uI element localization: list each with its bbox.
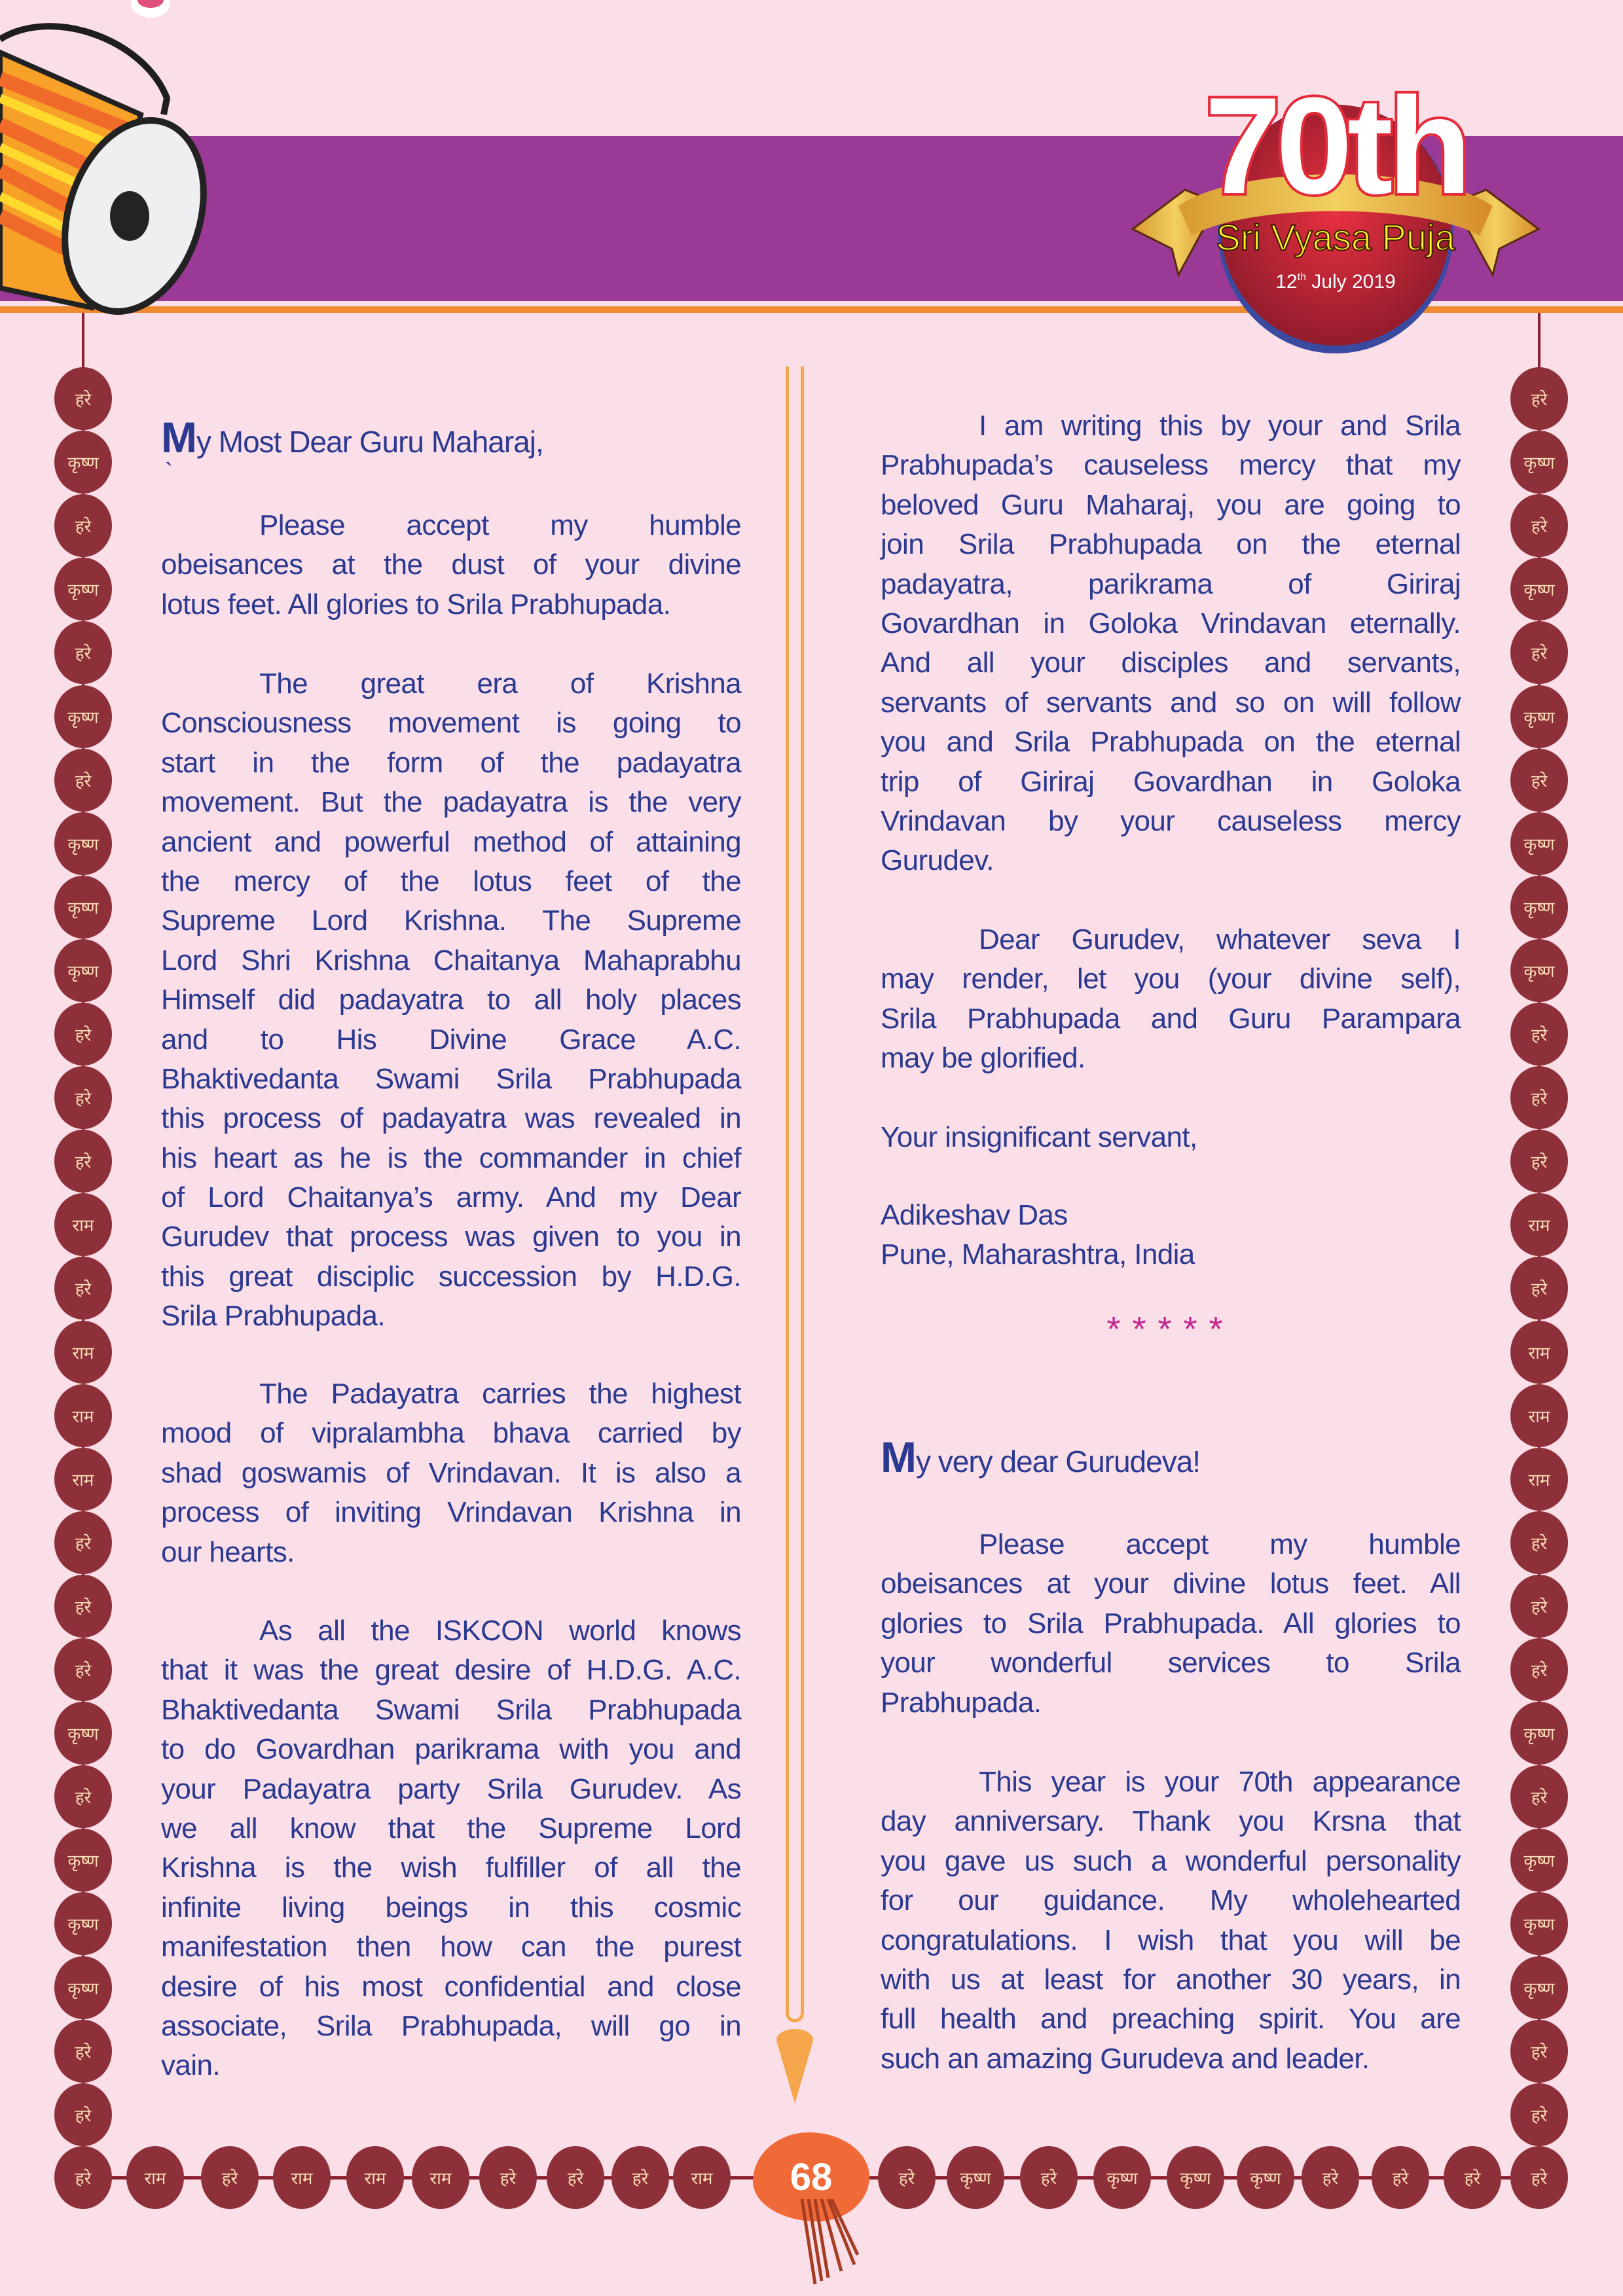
text-line: The Padayatra carries the highest xyxy=(259,1378,741,1410)
mala-bead-right: हरे xyxy=(1510,1130,1568,1193)
mala-bead-right: हरे xyxy=(1510,494,1568,557)
mala-bead-bottom: हरे xyxy=(878,2146,936,2209)
text-line: servants of servants and so on will follow xyxy=(881,686,1461,719)
mala-bead-right: कृष्ण xyxy=(1510,939,1568,1002)
mala-bead-left: हरे xyxy=(54,1638,112,1701)
mala-bead-right: कृष्ण xyxy=(1510,1892,1568,1955)
text-line: Please accept my humble xyxy=(259,509,741,541)
left-column xyxy=(161,0,741,2160)
text-line: congratulations. I wish that you will be xyxy=(881,1924,1461,1956)
mala-bead-right: हरे xyxy=(1510,749,1568,812)
text-line: the mercy of the lotus feet of the xyxy=(161,865,741,897)
text-line: And all your disciples and servants, xyxy=(881,647,1461,679)
mala-bead-left: कृष्ण xyxy=(54,876,112,939)
mala-bead-left: हरे xyxy=(54,1130,112,1193)
mala-bead-right: कृष्ण xyxy=(1510,1829,1568,1892)
badge-date: 12th July 2019 xyxy=(1275,271,1396,293)
mala-bead-right: हरे xyxy=(1510,2020,1568,2083)
text-line: Bhaktivedanta Swami Srila Prabhupada xyxy=(161,1062,741,1095)
text-line: Srila Prabhupada and Guru Parampara xyxy=(881,1002,1461,1035)
mala-bead-right: कृष्ण xyxy=(1510,1702,1568,1765)
badge-title: Sri Vyasa Puja xyxy=(1216,217,1455,258)
mala-bead-right: हरे xyxy=(1510,1575,1568,1638)
text-line: mood of vipralambha bhava carried by xyxy=(161,1417,741,1450)
text-line: and to His Divine Grace A.C. xyxy=(161,1023,741,1056)
letter1-salutation: My Most Dear Guru Maharaj, xyxy=(161,413,543,461)
mala-bead-right: कृष्ण xyxy=(1510,431,1568,493)
mala-bead-bottom: कृष्ण xyxy=(1167,2146,1224,2209)
text-line: with us at least for another 30 years, in xyxy=(881,1963,1461,1996)
mala-bead-left: राम xyxy=(54,1321,112,1384)
text-line: day anniversary. Thank you Krsna that xyxy=(881,1805,1461,1838)
mala-bead-left: कृष्ण xyxy=(54,1829,112,1892)
mala-bead-right: हरे xyxy=(1510,367,1568,430)
text-line: his heart as he is the commander in chief xyxy=(161,1141,741,1174)
text-line: obeisances at your divine lotus feet. All xyxy=(881,1568,1461,1600)
mala-bead-right: हरे xyxy=(1510,1066,1568,1129)
text-line: Gurudev that process was given to you in xyxy=(161,1221,741,1253)
mala-bead-left: कृष्ण xyxy=(54,939,112,1002)
mala-bead-left: कृष्ण xyxy=(54,1892,112,1955)
text-line: join Srila Prabhupada on the eternal xyxy=(881,528,1461,561)
text-line: for our guidance. My wholehearted xyxy=(881,1884,1461,1917)
text-line: lotus feet. All glories to Srila Prabhupada. xyxy=(161,588,671,620)
text-line: we all know that the Supreme Lord xyxy=(161,1812,741,1844)
mala-bead-bottom: हरे xyxy=(1020,2146,1078,2209)
text-line: Supreme Lord Krishna. The Supreme xyxy=(161,905,741,937)
mala-bead-left: हरे xyxy=(54,621,112,684)
mala-bead-left: कृष्ण xyxy=(54,558,112,620)
text-line: As all the ISKCON world knows xyxy=(259,1615,741,1647)
text-line: full health and preaching spirit. You are xyxy=(881,2003,1461,2036)
text-line: glories to Srila Prabhupada. All glories to xyxy=(881,1607,1461,1640)
text-line: Krishna is the wish fulfiller of all the xyxy=(161,1852,741,1884)
mala-bead-bottom: कृष्ण xyxy=(1237,2146,1294,2209)
letter1-paragraph xyxy=(161,1611,741,2086)
mala-bead-left: हरे xyxy=(54,367,112,430)
text-line: Consciousness movement is going to xyxy=(161,707,741,740)
text-line: Himself did padayatra to all holy places xyxy=(161,984,741,1016)
mala-bead-bottom: हरे xyxy=(547,2146,604,2209)
mala-bead-bottom: कृष्ण xyxy=(1093,2146,1151,2209)
text-line: of Lord Chaitanya’s army. And my Dear xyxy=(161,1181,741,1214)
mala-bead-right: हरे xyxy=(1510,621,1568,684)
text-line: ancient and powerful method of attaining xyxy=(161,825,741,858)
text-line: movement. But the padayatra is the very xyxy=(161,786,741,819)
mala-bead-bottom: राम xyxy=(273,2146,331,2209)
text-line: our hearts. xyxy=(161,1535,295,1568)
mala-bead-bottom: हरे xyxy=(1510,2146,1568,2209)
text-line: Prabhupada. xyxy=(881,1686,1042,1719)
mala-bead-right: हरे xyxy=(1510,1511,1568,1574)
page-number: 68 xyxy=(753,2132,869,2221)
mala-bead-right: राम xyxy=(1510,1384,1568,1447)
text-line: This year is your 70th appearance xyxy=(979,1766,1461,1798)
text-line: such an amazing Gurudeva and leader. xyxy=(881,2042,1370,2075)
mala-bead-right: कृष्ण xyxy=(1510,876,1568,939)
letter1-paragraph xyxy=(881,920,1461,1079)
mala-bead-right: कृष्ण xyxy=(1510,812,1568,875)
mala-bead-right: राम xyxy=(1510,1448,1568,1511)
text-line: desire of his most confidential and close xyxy=(161,1970,741,2003)
section-separator: ***** xyxy=(1106,1310,1235,1349)
mala-bead-left: हरे xyxy=(54,2083,112,2146)
text-line: Vrindavan by your causeless mercy xyxy=(881,804,1461,837)
text-line: that it was the great desire of H.D.G. A.C. xyxy=(161,1654,741,1687)
text-line: Govardhan in Goloka Vrindavan eternally. xyxy=(881,607,1461,639)
mala-bead-right: कृष्ण xyxy=(1510,685,1568,748)
text-line: may be glorified. xyxy=(881,1042,1085,1075)
mala-bead-bottom: हरे xyxy=(1302,2146,1359,2209)
text-line: The great era of Krishna xyxy=(259,668,741,700)
mala-bead-right: हरे xyxy=(1510,1638,1568,1701)
mala-bead-left: हरे xyxy=(54,1066,112,1129)
mala-bead-bottom: हरे xyxy=(611,2146,669,2209)
text-line: Please accept my humble xyxy=(979,1528,1461,1560)
text-line: Prabhupada’s causeless mercy that my xyxy=(881,449,1461,482)
mala-bead-right: राम xyxy=(1510,1193,1568,1256)
letter2-paragraph xyxy=(881,1525,1461,1723)
text-line: obeisances at the dust of your divine xyxy=(161,548,741,581)
text-line: you and Srila Prabhupada on the eternal xyxy=(881,726,1461,759)
badge-number: 70th xyxy=(1205,69,1467,223)
text-line: Srila Prabhupada. xyxy=(161,1300,386,1333)
stray-mark: ` xyxy=(165,458,173,485)
mala-bead-left: कृष्ण xyxy=(54,431,112,493)
mala-bead-bottom: हरे xyxy=(201,2146,259,2209)
letter1-author: Adikeshav Das xyxy=(881,1199,1068,1231)
text-line: manifestation then how can the purest xyxy=(161,1931,741,1964)
text-line: this process of padayatra was revealed in xyxy=(161,1102,741,1135)
mala-bead-right: कृष्ण xyxy=(1510,1956,1568,2019)
text-line: you gave us such a wonderful personality xyxy=(881,1844,1461,1877)
letter1-location: Pune, Maharashtra, India xyxy=(881,1238,1195,1270)
mala-bead-left: हरे xyxy=(54,2020,112,2083)
mala-bead-bottom: राम xyxy=(126,2146,184,2209)
mala-bead-bottom: राम xyxy=(412,2146,469,2209)
right-column xyxy=(881,0,1461,2160)
mala-bead-left: राम xyxy=(54,1193,112,1256)
text-line: this great disciplic succession by H.D.G. xyxy=(161,1260,741,1293)
mala-bead-bottom: राम xyxy=(673,2146,731,2209)
text-line: Bhaktivedanta Swami Srila Prabhupada xyxy=(161,1693,741,1726)
mala-bead-bottom: कृष्ण xyxy=(947,2146,1004,2209)
mala-bead-right: हरे xyxy=(1510,1257,1568,1319)
letter1-paragraph xyxy=(881,406,1461,881)
text-line: infinite living beings in this cosmic xyxy=(161,1891,741,1924)
text-line: your Padayatra party Srila Gurudev. As xyxy=(161,1772,741,1805)
letter1-paragraph xyxy=(161,506,741,624)
mala-bead-bottom: हरे xyxy=(479,2146,537,2209)
mala-bead-right: हरे xyxy=(1510,1003,1568,1066)
mala-bead-left: हरे xyxy=(54,1257,112,1319)
mala-bead-left: हरे xyxy=(54,749,112,812)
mala-bead-left: कृष्ण xyxy=(54,685,112,748)
mala-bead-bottom: राम xyxy=(346,2146,404,2209)
text-line: your wonderful services to Srila xyxy=(881,1647,1461,1679)
text-line: start in the form of the padayatra xyxy=(161,746,741,779)
text-line: vain. xyxy=(161,2049,220,2082)
mala-tassel xyxy=(795,2199,867,2291)
text-line: process of inviting Vrindavan Krishna in xyxy=(161,1496,741,1529)
mala-bead-left: कृष्ण xyxy=(54,812,112,875)
divider-drop-ornament xyxy=(773,2021,817,2106)
text-line: may render, let you (your divine self), xyxy=(881,963,1461,996)
mala-bead-left: हरे xyxy=(54,494,112,557)
text-line: Dear Gurudev, whatever seva I xyxy=(979,924,1461,956)
text-line: Gurudev. xyxy=(881,844,994,877)
text-line: trip of Giriraj Govardhan in Goloka xyxy=(881,765,1461,798)
text-line: I am writing this by your and Srila xyxy=(979,410,1461,442)
mala-bead-bottom: हरे xyxy=(54,2146,112,2209)
mala-bead-left: हरे xyxy=(54,1511,112,1574)
mala-bead-left: राम xyxy=(54,1448,112,1511)
text-line: Lord Shri Krishna Chaitanya Mahaprabhu xyxy=(161,944,741,977)
mala-bead-left: कृष्ण xyxy=(54,1702,112,1765)
mala-bead-left: राम xyxy=(54,1384,112,1447)
mala-bead-right: हरे xyxy=(1510,1765,1568,1828)
letter2-salutation: My very dear Gurudeva! xyxy=(881,1433,1201,1481)
mala-bead-left: हरे xyxy=(54,1003,112,1066)
letter1-paragraph xyxy=(161,664,741,1336)
mala-bead-right: कृष्ण xyxy=(1510,558,1568,620)
mala-bead-left: हरे xyxy=(54,1765,112,1828)
text-line: shad goswamis of Vrindavan. It is also a xyxy=(161,1456,741,1489)
mala-bead-bottom: हरे xyxy=(1444,2146,1501,2209)
letter1-paragraph xyxy=(161,1374,741,1572)
mala-bead-right: राम xyxy=(1510,1321,1568,1384)
letter1-closing: Your insignificant servant, xyxy=(881,1121,1197,1153)
text-line: to do Govardhan parikrama with you and xyxy=(161,1733,741,1766)
text-line: associate, Srila Prabhupada, will go in xyxy=(161,2009,741,2042)
mala-bead-bottom: हरे xyxy=(1372,2146,1429,2209)
text-line: beloved Guru Maharaj, you are going to xyxy=(881,488,1461,521)
mala-bead-left: हरे xyxy=(54,1575,112,1638)
letter2-paragraph xyxy=(881,1763,1461,2079)
mala-bead-left: कृष्ण xyxy=(54,1956,112,2019)
column-divider xyxy=(786,367,804,2022)
mala-bead-right: हरे xyxy=(1510,2083,1568,2146)
text-line: padayatra, parikrama of Giriraj xyxy=(881,567,1461,600)
